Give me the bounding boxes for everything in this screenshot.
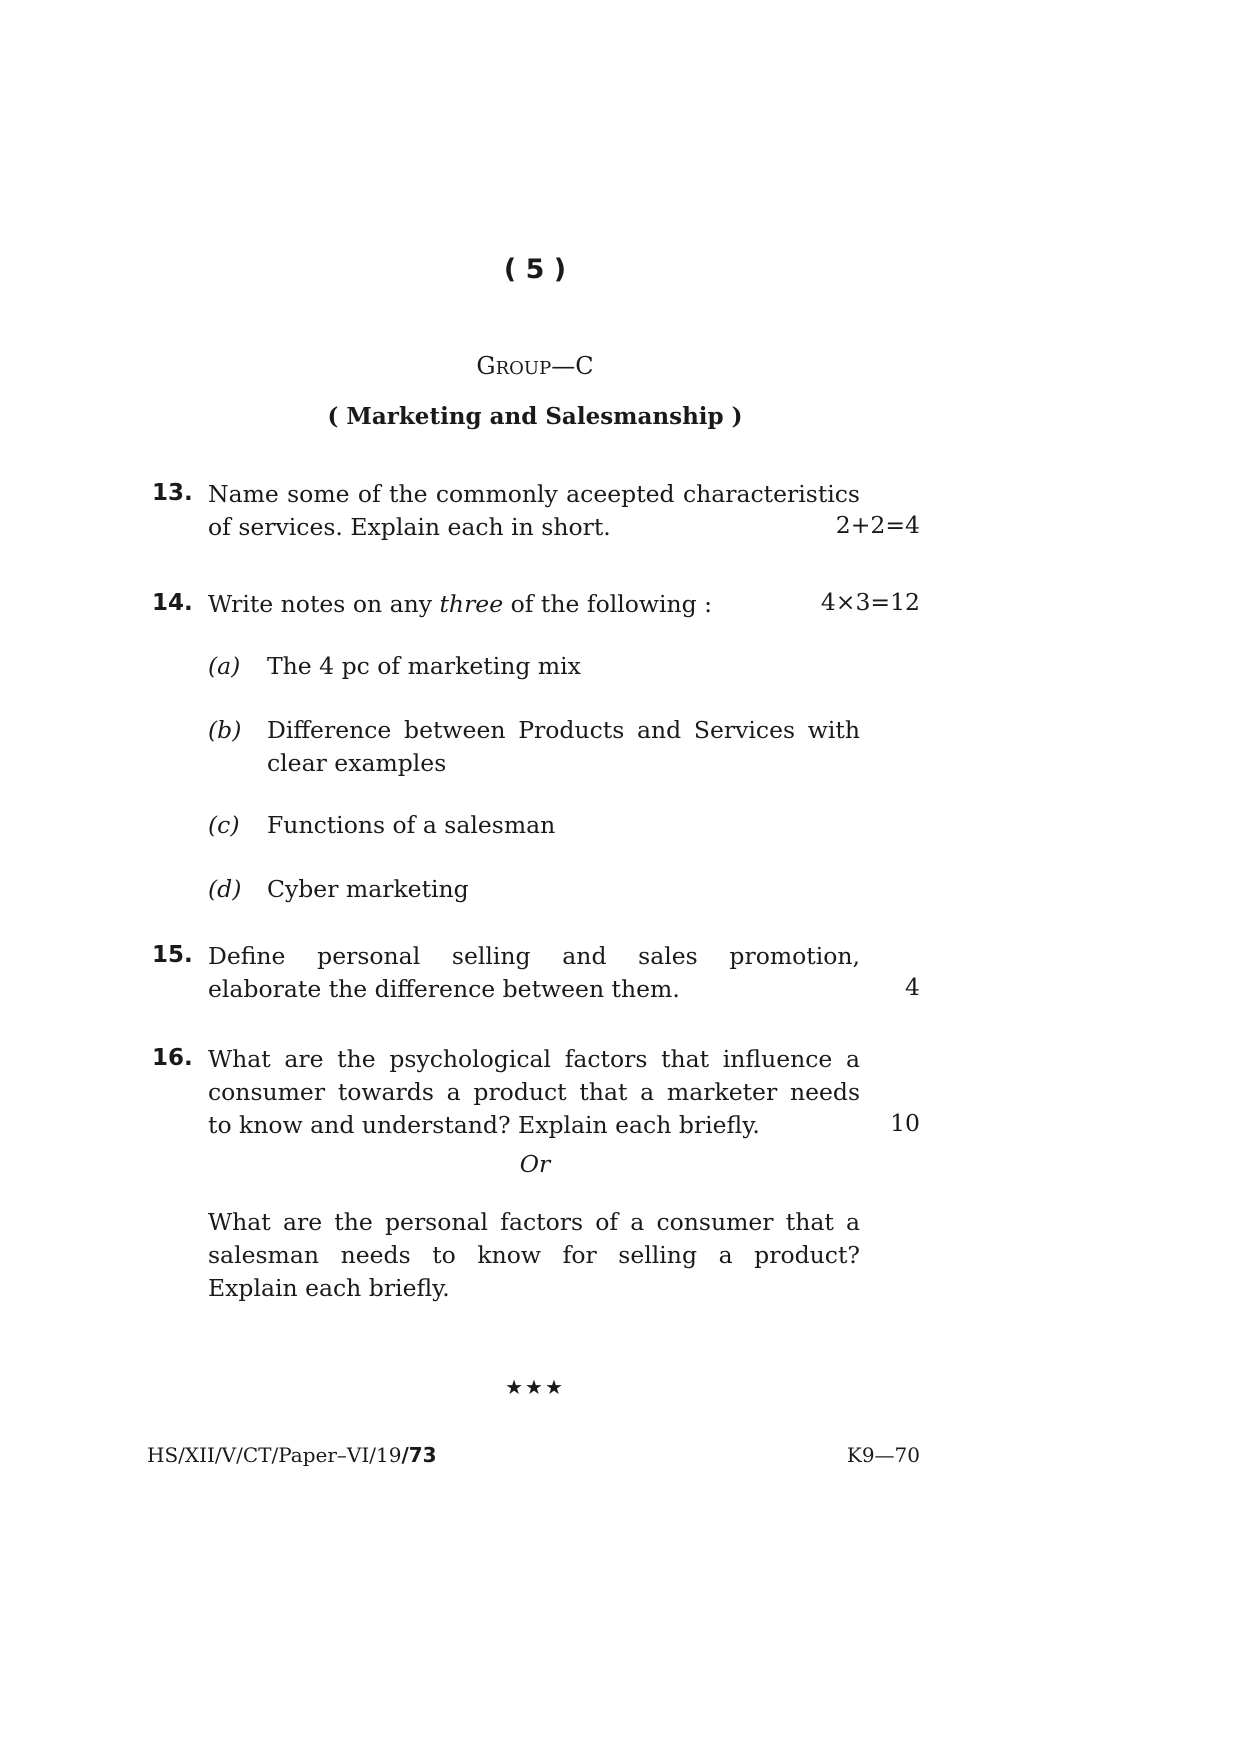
question-16-line-1: What are the psychological factors that influence a [208,1045,860,1073]
question-15-number: 15. [152,942,193,968]
question-15-line-1: Define personal selling and sales promotion, [208,942,860,970]
question-16-alt-line-3: Explain each briefly. [208,1274,450,1302]
question-14-item-a-label: (a) [208,652,241,680]
group-heading: GROUP—C [476,352,594,380]
question-14-item-a-text: The 4 pc of marketing mix [267,652,581,680]
footer-print-code: K9—70 [846,1443,920,1467]
question-16-line-2: consumer towards a product that a marketer needs [208,1078,860,1106]
question-16-marks: 10 [890,1109,920,1137]
question-14-number: 14. [152,590,193,616]
question-14-item-c-label: (c) [208,811,240,839]
question-16-line-3: to know and understand? Explain each briefly. [208,1111,760,1139]
question-13-number: 13. [152,480,193,506]
question-14-text: Write notes on any three of the following : [208,590,713,618]
question-14-item-b-line-2: clear examples [267,749,447,777]
question-14-item-d-label: (d) [208,875,242,903]
question-15-line-2: elaborate the difference between them. [208,975,680,1003]
or-separator: Or [519,1150,551,1178]
question-14-item-b-line-1: Difference between Products and Services with [267,716,860,744]
question-14-marks: 4×3=12 [820,588,920,616]
question-14-item-d-text: Cyber marketing [267,875,469,903]
end-stars: ★★★ [505,1375,565,1399]
question-13-marks: 2+2=4 [835,511,920,539]
subject-title: ( Marketing and Salesmanship ) [327,403,743,430]
page-number: ( 5 ) [503,254,567,285]
footer-paper-code: HS/XII/V/CT/Paper–VI/19/73 [147,1443,437,1467]
question-14-item-c-text: Functions of a salesman [267,811,556,839]
question-13-line-2: of services. Explain each in short. [208,513,611,541]
question-15-marks: 4 [905,973,920,1001]
question-14-item-b-label: (b) [208,716,242,744]
question-16-alt-line-2: salesman needs to know for selling a product? [208,1241,860,1269]
question-13-line-1: Name some of the commonly aceepted characteristics [208,480,860,508]
question-16-number: 16. [152,1045,193,1071]
question-16-alt-line-1: What are the personal factors of a consumer that a [208,1208,860,1236]
